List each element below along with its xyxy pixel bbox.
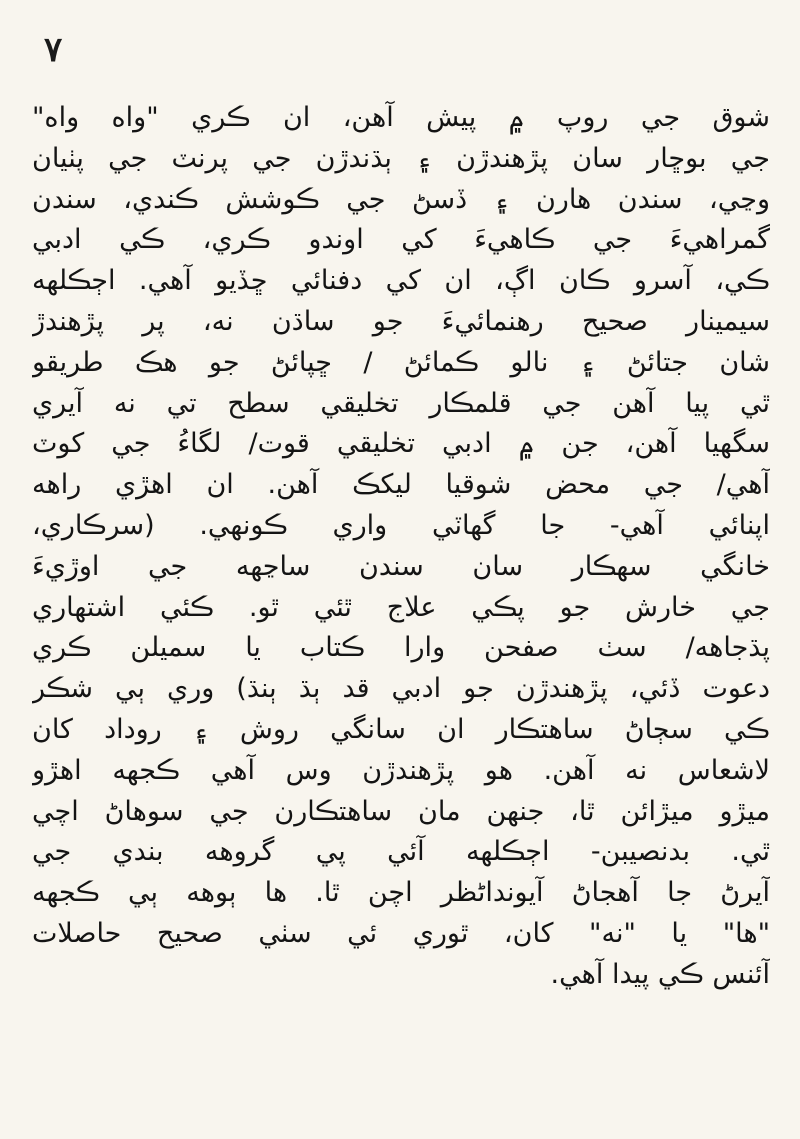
text-line: جي بوڇار سان پڙهندڙن ۽ ٻڌندڙن جي پرنٽ جي پٺيان — [32, 142, 770, 174]
text-line: سگهيا آهن، جن ۾ ادبي تخليقي قوت/ لگاءُ جي کوٽ — [32, 428, 770, 460]
text-line: لاشعاس نه آهن. هو پڙهندڙن وس آهي ڪجهه اهڙو — [32, 754, 770, 786]
page-number: ٧ — [44, 30, 63, 70]
text-line: آيرڻ جا آهجاڻ آيونداڻظر اچن ٿا. ها ٻوهه ٻي ڪجهه — [32, 877, 770, 909]
text-line: ڪي، آسرو ڪان اڳ، ان کي دفنائي ڇڏيو آهي. اڄڪلهه — [32, 265, 770, 297]
text-line: "ها" يا "نه" کان، ٿوري ئي سٺي صحيح حاصلات — [32, 917, 770, 949]
text-line: ميڙو ميڙائن ٿا، جنهن مان ساهتڪارن جي سوهاڻ اچي — [32, 795, 770, 827]
text-line: اپنائي آهي- جا گهاٽي واري ڪونهي. (سرڪاري، — [32, 509, 770, 541]
text-line: خانگي سهڪار سان سندن ساڃهه جي اوڙيءَ — [32, 550, 770, 582]
text-line: پڌجاهه/ سٺ صفحن وارا ڪتاب يا سميلن ڪري — [32, 632, 770, 664]
text-line: ڪي سڄاڻ ساهتڪار ان سانگي روش ۽ روداد کان — [32, 713, 770, 745]
body-text — [32, 98, 770, 996]
text-line: سيمينار صحيح رهنمائيءَ جو ساڌن نه، پر پڙهندڙ — [32, 305, 770, 337]
text-line: دعوت ڏئي، پڙهندڙن جو ادبي قد ٻڌ ٻنڌ) وري ٻي شڪر — [32, 673, 770, 705]
text-line: آئنس ڪي پيدا آهي. — [550, 958, 770, 990]
text-line: شان جتائڻ ۽ نالو ڪمائڻ / ڇپائڻ جو هڪ طريقو — [32, 346, 770, 378]
text-line: ٿي پيا آهن جي قلمڪار تخليقي سطح تي نه آيري — [32, 387, 770, 419]
text-line: آهي/ جي محض شوقيا ليکڪ آهن. ان اهڙي راهه — [32, 469, 770, 501]
text-line: ٿي. بدنصيبن- اڄڪلهه آئي پي گروهه بندي جي — [32, 836, 770, 868]
text-line: وڃي، سندن هارن ۽ ڏسڻ جي ڪوشش ڪندي، سندن — [32, 183, 770, 215]
text-line: گمراهيءَ جي ڪاهيءَ کي اوندو ڪري، ڪي ادبي — [32, 224, 770, 256]
text-line: جي خارش جو پڪي علاج ٿئي ٿو. ڪئي اشتهاري — [32, 591, 770, 623]
text-line: شوق جي روپ ۾ پيش آهن، ان ڪري "واه واه" — [32, 102, 770, 133]
